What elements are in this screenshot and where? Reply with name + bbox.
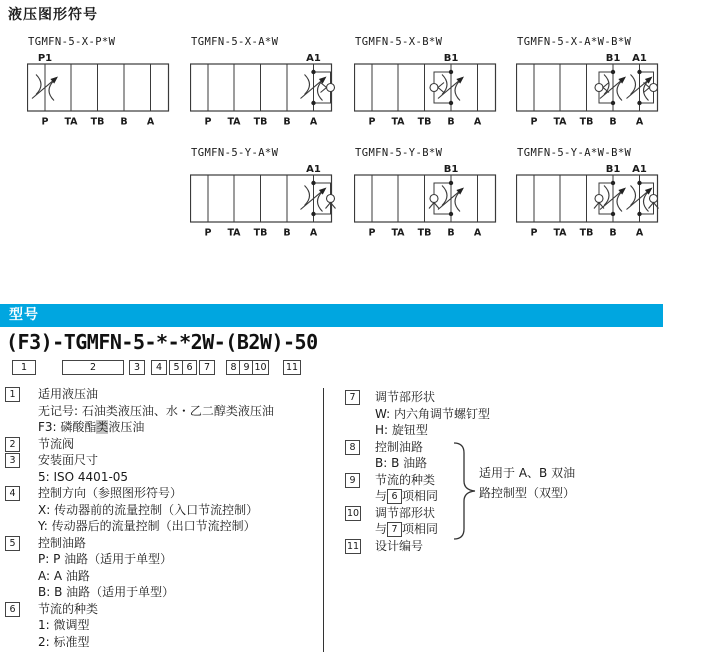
spec-item-body [38, 452, 321, 485]
port-label: A [309, 227, 318, 239]
note-line: 路控制型（双型） [479, 486, 576, 500]
port-label: B [283, 227, 291, 239]
item-ref-box: 6 [387, 489, 402, 504]
spec-item-heading: 节流的种类 [38, 601, 99, 616]
hydraulic-symbol-diagram [516, 147, 668, 243]
port-label: A [635, 227, 644, 239]
spec-item-body [38, 386, 321, 436]
port-label: P [368, 227, 376, 239]
port-label: TB [579, 116, 594, 128]
spec-item-line: A: A 油路 [38, 568, 90, 583]
hydraulic-symbol-diagram [516, 36, 668, 132]
double-type-note [479, 463, 575, 503]
port-label: TB [253, 116, 268, 128]
port-label: A [146, 116, 155, 128]
model-position-box-10: 10 [252, 360, 269, 375]
spec-item-2 [5, 436, 321, 453]
port-label: TA [64, 116, 78, 128]
spec-item-heading: 安装面尺寸 [38, 453, 99, 467]
port-label: A [473, 227, 482, 239]
model-section-banner [0, 304, 663, 327]
model-position-box-8: 8 [226, 360, 241, 375]
port-label: P [204, 116, 212, 128]
spec-item-heading: 适用液压油 [38, 387, 99, 401]
diagram-title: TGMFN-5-Y-B*W [355, 147, 443, 159]
spec-item-heading: 调节部形状 [375, 390, 436, 404]
diagram-title: TGMFN-5-Y-A*W-B*W [517, 147, 632, 159]
spec-item-number [5, 485, 38, 535]
item-number-box: 4 [5, 486, 20, 501]
spec-item-line: P: P 油路（适用于单型） [38, 552, 173, 566]
gauge-port-label: A1 [306, 164, 321, 175]
gauge-port-label: B1 [443, 53, 459, 64]
spec-item-line: 5: ISO 4401-05 [38, 469, 129, 484]
spec-item-number [5, 601, 38, 651]
item-number-box: 11 [347, 540, 360, 552]
spec-item-line [38, 419, 321, 436]
model-position-box-3: 3 [129, 360, 145, 375]
diagram-title: TGMFN-5-X-P*W [28, 36, 116, 48]
model-position-box-1: 1 [12, 360, 36, 375]
port-label: P [530, 116, 538, 128]
item-number-box: 6 [5, 602, 20, 617]
spec-item-heading: 节流的种类 [375, 472, 436, 487]
model-position-box-11: 11 [283, 360, 301, 375]
diagram-title: TGMFN-5-Y-A*W [191, 147, 279, 159]
port-label: TB [417, 116, 432, 128]
spec-item-4 [5, 485, 321, 535]
item-number-box: 9 [345, 473, 360, 488]
port-label: B [120, 116, 128, 128]
model-position-box-5: 5 [169, 360, 184, 375]
hydraulic-symbol-diagram [190, 147, 342, 243]
column-divider [323, 388, 324, 652]
note-line: 适用于 A、B 双油 [479, 466, 576, 480]
spec-item-number [345, 538, 375, 555]
item-number-box: 2 [5, 437, 20, 452]
gauge-port-label: A1 [632, 164, 647, 175]
spec-item-number [5, 535, 38, 601]
spec-item-heading: 控制方向（参照图形符号） [38, 486, 183, 500]
hydraulic-symbol-diagram [27, 36, 179, 132]
text-part: 与 [375, 489, 388, 503]
item-ref-box: 7 [387, 522, 402, 537]
model-position-box-4: 4 [151, 360, 167, 375]
highlighted-text: 类 [96, 420, 109, 434]
spec-item-7 [345, 389, 545, 439]
hydraulic-symbol-diagram [190, 36, 342, 132]
item-number-box: 7 [345, 390, 360, 405]
spec-item-5 [5, 535, 321, 601]
spec-item-number [5, 452, 38, 485]
spec-item-line: B: B 油路（适用于单型） [38, 585, 175, 599]
hydraulic-symbol-diagram [354, 36, 506, 132]
port-label: P [204, 227, 212, 239]
spec-item-heading: 调节部形状 [375, 505, 436, 520]
port-label: A [473, 116, 482, 128]
port-label: TA [391, 116, 405, 128]
item-number-box: 1 [5, 387, 20, 402]
gauge-port-label: B1 [605, 164, 621, 175]
port-label: A [635, 116, 644, 128]
model-position-box-9: 9 [239, 360, 254, 375]
spec-item-body [38, 436, 321, 453]
text-part: 液压油 [108, 420, 145, 434]
model-position-box-2: 2 [62, 360, 124, 375]
model-position-box-7: 7 [199, 360, 215, 375]
spec-item-1 [5, 386, 321, 436]
spec-item-number [345, 439, 375, 472]
spec-item-number [345, 505, 375, 538]
model-position-box-6: 6 [182, 360, 197, 375]
spec-item-line: H: 旋钮型 [375, 423, 428, 437]
item-number-box: 10 [347, 507, 360, 519]
port-label: A [309, 116, 318, 128]
diagram-title: TGMFN-5-X-B*W [355, 36, 443, 48]
hydraulic-symbol-diagram [354, 147, 506, 243]
spec-item-body [38, 601, 321, 651]
spec-item-line: Y: 传动器后的流量控制（出口节流控制） [38, 519, 256, 533]
item-number-box: 5 [5, 536, 20, 551]
port-label: TB [253, 227, 268, 239]
spec-item-number [5, 436, 38, 453]
item-number-box: 8 [345, 440, 360, 455]
gauge-port-label: B1 [605, 53, 621, 64]
item-number-box: 3 [5, 453, 20, 468]
port-label: TA [553, 116, 567, 128]
spec-item-number [5, 386, 38, 436]
text-part: F3: 磷酸酯 [38, 420, 97, 434]
port-label: B [609, 227, 617, 239]
port-label: TA [391, 227, 405, 239]
port-label: B [447, 116, 455, 128]
spec-item-number [345, 472, 375, 505]
spec-item-body [38, 535, 321, 601]
diagram-title: TGMFN-5-X-A*W-B*W [517, 36, 632, 48]
gauge-port-label: P1 [37, 53, 53, 64]
spec-item-line: B: B 油路 [375, 456, 428, 470]
port-label: P [368, 116, 376, 128]
port-label: B [609, 116, 617, 128]
spec-item-11 [345, 538, 545, 555]
port-label: TA [227, 227, 241, 239]
spec-item-3 [5, 452, 321, 485]
gauge-port-label: B1 [443, 164, 459, 175]
port-label: P [530, 227, 538, 239]
spec-item-line: X: 传动器前的流量控制（入口节流控制） [38, 502, 259, 517]
spec-item-6 [5, 601, 321, 651]
spec-item-10 [345, 505, 545, 538]
spec-item-heading: 控制油路 [375, 439, 424, 454]
spec-item-heading: 控制油路 [38, 535, 87, 550]
text-part: 项相同 [402, 489, 439, 503]
spec-item-line: 2: 标准型 [38, 634, 90, 649]
port-label: TA [553, 227, 567, 239]
grouping-brace [451, 441, 479, 541]
gauge-port-label: A1 [632, 53, 647, 64]
port-label: TB [579, 227, 594, 239]
spec-item-heading: 节流阀 [38, 436, 75, 451]
port-label: B [447, 227, 455, 239]
spec-item-heading: 设计编号 [375, 538, 424, 553]
diagram-title: TGMFN-5-X-A*W [191, 36, 279, 48]
section-title-model-number: 型号 [9, 307, 39, 323]
spec-item-body [38, 485, 321, 535]
spec-item-line: 无记号: 石油类液压油、水・乙二醇类液压油 [38, 403, 274, 418]
model-code: (F3)-TGMFN-5-*-*2W-(B2W)-50 [6, 330, 318, 354]
port-label: P [41, 116, 49, 128]
spec-item-body [375, 389, 545, 439]
port-label: B [283, 116, 291, 128]
text-part: 与 [375, 522, 388, 536]
text-part: 项相同 [402, 522, 439, 536]
port-label: TA [227, 116, 241, 128]
spec-list-left [5, 386, 321, 650]
gauge-port-label: A1 [306, 53, 321, 64]
section-title-hydraulic-symbols: 液压图形符号 [8, 7, 98, 23]
spec-item-number [345, 389, 375, 439]
spec-item-line: W: 内六角调节螺钉型 [375, 406, 491, 421]
port-label: TB [90, 116, 105, 128]
port-label: TB [417, 227, 432, 239]
spec-item-line: 1: 微调型 [38, 618, 90, 632]
